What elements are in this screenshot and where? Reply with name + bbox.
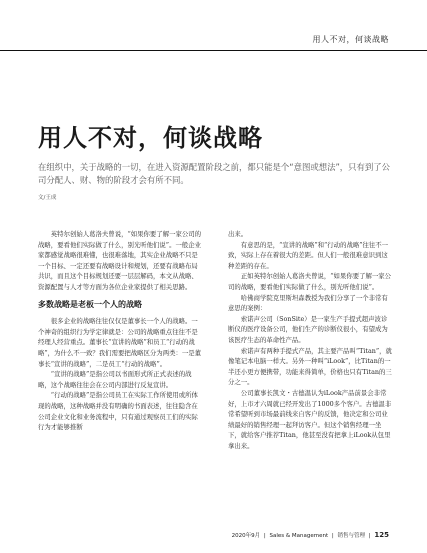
page-number: 125 <box>374 531 389 539</box>
paragraph: “行动的战略”是指公司员工在实际工作所使用或所体现的战略，这种战略并没有明确的书面表述，往往隐含在公司企业文化和业务流程中，只有通过观察员工们的实际行为才能够推断 <box>38 391 198 432</box>
right-column <box>228 229 392 451</box>
paragraph: 索诺声有两种手提式产品，其主要产品叫“Titan”，就像笔记本电脑一样大。另外一种叫“iLook”，比Titan的一半还小更方便携带，功能来得简单，价格也只有Titan的三分之一。 <box>228 346 392 387</box>
paragraph: 有意思的是，“宣讲的战略”和“行动的战略”往往不一致，实际上存在着很大的差距。但人们一般很难意识到这种差距的存在。 <box>228 240 389 270</box>
paragraph: 公司董事长凯文・古德温认为iLook产品前景会非常好，上市才六周就已经开发出了1000多个客户。古德温非常希望听到市场最前线来自客户的反馈，他决定和公司业绩最好的销售经理一起拜访客户。但这个销售经理一坐下，就给客户推荐Titan，他甚至没有把拿上iLook从包里拿出来。 <box>228 388 392 450</box>
left-column <box>38 229 202 433</box>
paragraph: 索诺声公司（SonSite）是一家生产手提式超声波诊断仪的医疗设备公司，他们生产的诊断仪很小，有望成为该医疗生态的革命性产品。 <box>228 314 388 344</box>
footer-magazine: Sales & Management <box>269 533 329 539</box>
paragraph: 哈佛商学院克里斯坦森教授为我们分享了一个非常有意思的案例： <box>228 293 388 313</box>
running-head: 用人不对，何谈战略 <box>312 35 389 44</box>
paragraph: 很多企业的战略往往仅仅是董事长一个人的战略。一个神奇的组织行为学定律就是：公司的战略重点往往不是经理人经营重点。董事长“宣讲的战略”和员工“行动的战略”，为什么不一致？我们需要把战略区分为两类：一是董事长“宣讲的战略”，二是员工“行动的战略”。 <box>38 317 202 368</box>
paragraph: “宣讲的战略”是指公司以书面形式所正式表述的战略，这个战略往往会在公司内部进行反复宣讲。 <box>38 370 192 389</box>
paragraph: 出来。 <box>228 230 248 238</box>
byline: 文/王成 <box>38 195 57 201</box>
footer-date: 2020年9月 <box>231 533 261 539</box>
article-lead: 在组织中，关于战略的一切，在进入资源配置阶段之前，都只能是个“意图或想法”，只有到了公司分配人、财、物的阶段才会有所不同。 <box>38 162 391 185</box>
header-rule <box>0 50 427 51</box>
paragraph: 英特尔创始人葛洛夫曾说，“如果你要了解一家公司的战略，要看他们实际做了什么，别光听他们说”。一般企业家都感觉战略很难懂，也很难落地，其实企业战略不只是一个目标、一定还要有战略设计和规划，还要有战略布局共识，而且这个目标规划还要一层层解码，本文从战略、资源配置与人才等方面为各位企业家提供了相关思路。 <box>38 230 202 291</box>
section-heading: 多数战略是老板一个人的战略 <box>38 299 142 309</box>
article-title: 用人不对，何谈战略 <box>38 124 263 152</box>
paragraph: 正如英特尔创始人葛洛夫曾说，“如果你要了解一家公司的战略，要看他们实际做了什么，别光听他们说”。 <box>228 272 392 291</box>
footer-section: 销售与管理 <box>337 533 366 539</box>
page-footer: 2020年9月 | Sales & Management | 销售与管理 | 125 <box>231 531 389 539</box>
